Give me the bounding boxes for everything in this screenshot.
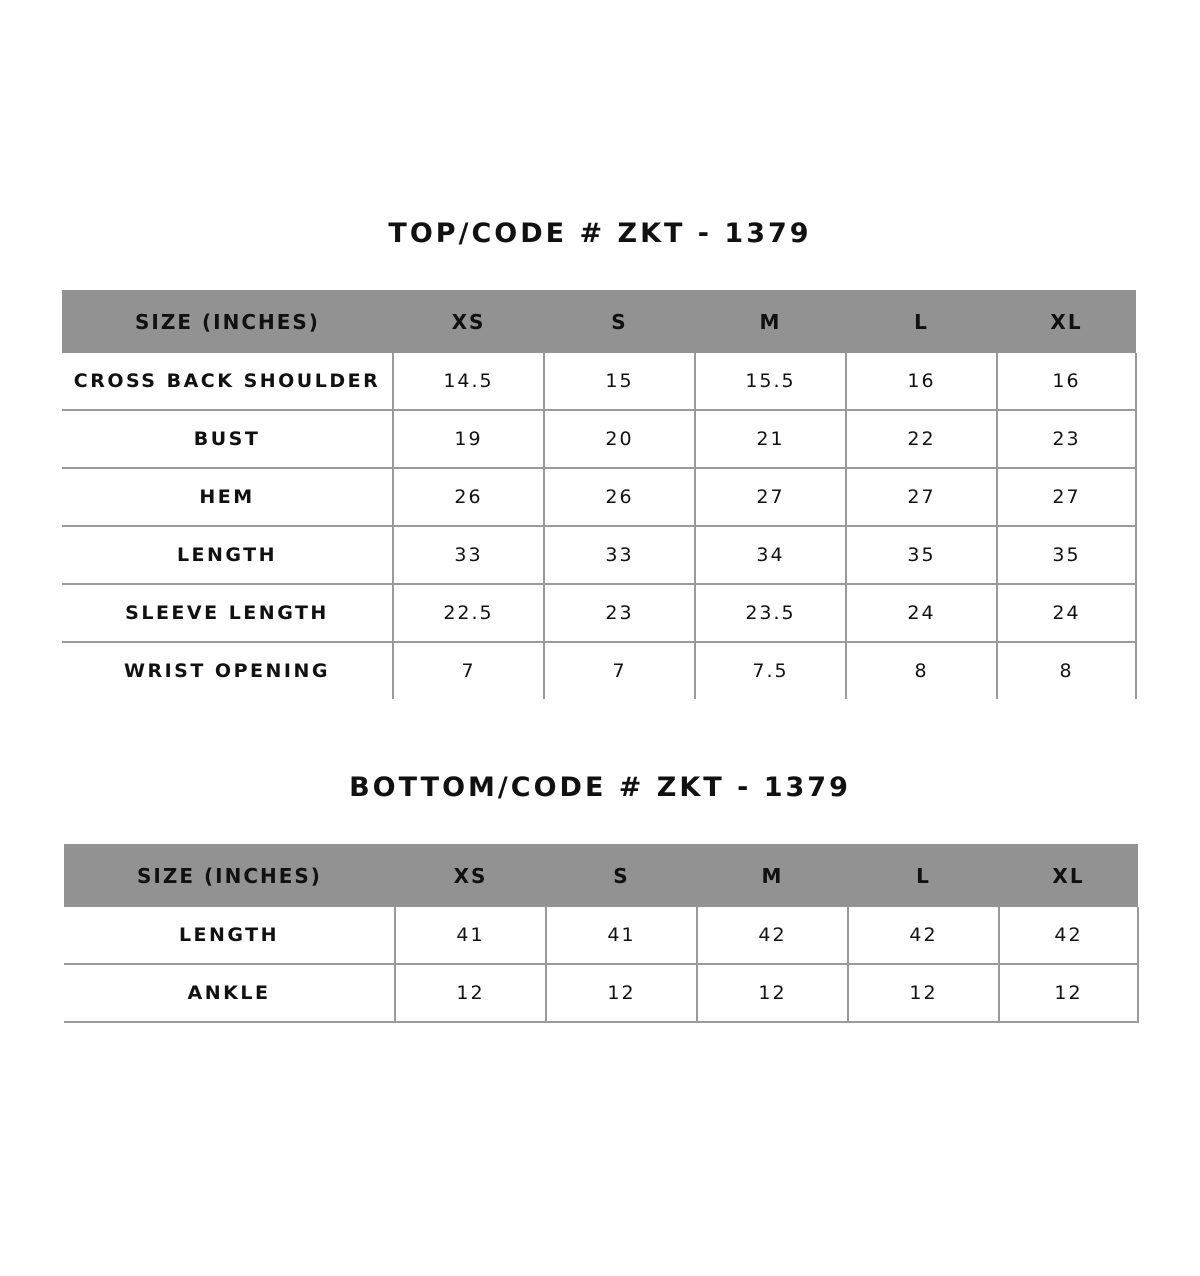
table-cell: 12 — [848, 964, 999, 1022]
column-header-m: M — [695, 290, 846, 353]
table-cell: 41 — [546, 907, 697, 964]
table-row — [62, 468, 1136, 526]
table-cell: 21 — [695, 410, 846, 468]
bottom-section-title: BOTTOM/CODE # ZKT - 1379 — [349, 772, 851, 803]
row-label: HEM — [62, 468, 393, 526]
table-cell: 12 — [546, 964, 697, 1022]
table-row — [62, 410, 1136, 468]
table-cell: 33 — [393, 526, 544, 584]
table-cell: 33 — [544, 526, 695, 584]
table-cell: 23 — [997, 410, 1136, 468]
table-row — [64, 907, 1138, 964]
top-size-table — [62, 290, 1137, 699]
table-cell: 27 — [846, 468, 997, 526]
table-cell: 7.5 — [695, 642, 846, 699]
column-header-size: SIZE (INCHES) — [62, 290, 393, 353]
table-cell: 16 — [997, 353, 1136, 410]
table-cell: 7 — [393, 642, 544, 699]
table-cell: 34 — [695, 526, 846, 584]
column-header-s: S — [544, 290, 695, 353]
column-header-s: S — [546, 844, 697, 907]
table-cell: 24 — [846, 584, 997, 642]
row-label: SLEEVE LENGTH — [62, 584, 393, 642]
table-cell: 14.5 — [393, 353, 544, 410]
row-label: ANKLE — [64, 964, 395, 1022]
column-header-xs: XS — [395, 844, 546, 907]
table-cell: 35 — [846, 526, 997, 584]
table-header-row — [64, 844, 1138, 907]
table-cell: 27 — [695, 468, 846, 526]
table-row — [62, 353, 1136, 410]
table-cell: 24 — [997, 584, 1136, 642]
column-header-l: L — [848, 844, 999, 907]
table-cell: 35 — [997, 526, 1136, 584]
row-label: LENGTH — [62, 526, 393, 584]
table-row — [62, 526, 1136, 584]
table-cell: 16 — [846, 353, 997, 410]
table-row — [62, 584, 1136, 642]
row-label: CROSS BACK SHOULDER — [62, 353, 393, 410]
table-cell: 12 — [697, 964, 848, 1022]
row-label: LENGTH — [64, 907, 395, 964]
table-cell: 22.5 — [393, 584, 544, 642]
table-cell: 20 — [544, 410, 695, 468]
table-cell: 8 — [997, 642, 1136, 699]
column-header-xl: XL — [999, 844, 1138, 907]
table-row — [64, 964, 1138, 1022]
table-cell: 27 — [997, 468, 1136, 526]
table-cell: 15.5 — [695, 353, 846, 410]
column-header-size: SIZE (INCHES) — [64, 844, 395, 907]
table-header-row — [62, 290, 1136, 353]
table-cell: 7 — [544, 642, 695, 699]
column-header-m: M — [697, 844, 848, 907]
table-row — [62, 642, 1136, 699]
table-cell: 41 — [395, 907, 546, 964]
column-header-l: L — [846, 290, 997, 353]
table-cell: 23 — [544, 584, 695, 642]
table-cell: 42 — [848, 907, 999, 964]
table-cell: 12 — [999, 964, 1138, 1022]
table-cell: 42 — [999, 907, 1138, 964]
table-cell: 23.5 — [695, 584, 846, 642]
table-cell: 8 — [846, 642, 997, 699]
table-cell: 19 — [393, 410, 544, 468]
table-cell: 26 — [544, 468, 695, 526]
row-label: WRIST OPENING — [124, 660, 330, 682]
table-cell: 12 — [395, 964, 546, 1022]
table-cell: 26 — [393, 468, 544, 526]
bottom-size-table — [64, 844, 1139, 1023]
row-label: BUST — [62, 410, 393, 468]
column-header-xs: XS — [393, 290, 544, 353]
table-cell: 15 — [544, 353, 695, 410]
table-cell: 22 — [846, 410, 997, 468]
column-header-xl: XL — [997, 290, 1136, 353]
top-section-title: TOP/CODE # ZKT - 1379 — [388, 218, 812, 249]
table-cell: 42 — [697, 907, 848, 964]
